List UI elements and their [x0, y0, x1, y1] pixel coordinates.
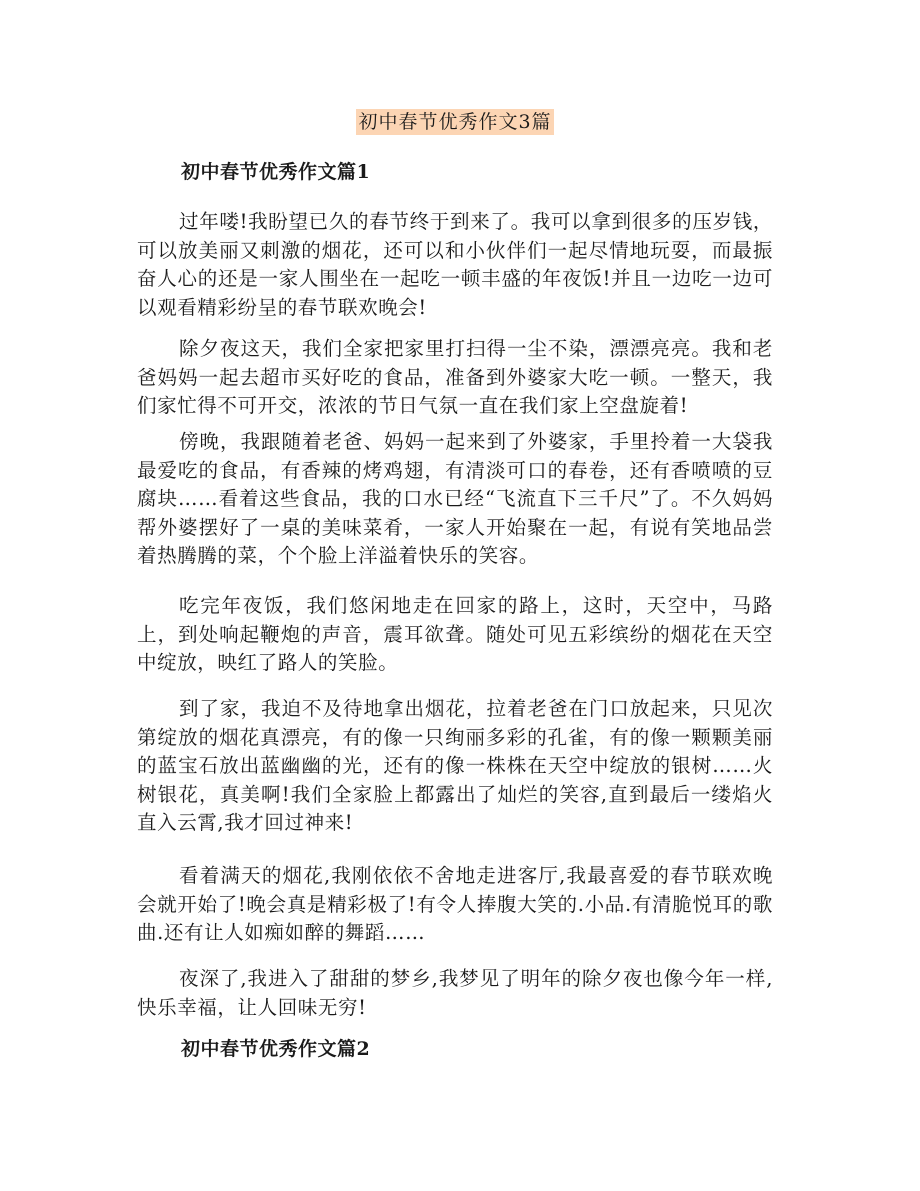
paragraph-4: 吃完年夜饭，我们悠闲地走在回家的路上，这时，天空中，马路上，到处响起鞭炮的声音，震耳欲聋。随处可见五彩缤纷的烟花在天空中绽放，映红了路人的笑脸。: [137, 594, 773, 674]
paragraph-2: 除夕夜这天，我们全家把家里打扫得一尘不染，漂漂亮亮。我和老爸妈妈一起去超市买好吃的食品，准备到外婆家大吃一顿。一整天，我们家忙得不可开交，浓浓的节日气氛一直在我们家上空盘旋着!: [137, 337, 773, 417]
paragraph-3: 傍晚，我跟随着老爸、妈妈一起来到了外婆家，手里拎着一大袋我最爱吃的食品，有香辣的烤鸡翅，有清淡可口的春卷，还有香喷喷的豆腐块……看着这些食品，我的口水已经“飞流直下三千尺”了。不久妈妈帮外婆摆好了一桌的美味菜肴，一家人开始聚在一起，有说有笑地品尝着热腾腾的菜，个个脸上洋溢着快乐的笑容。: [137, 430, 773, 567]
paragraph-7: 夜深了,我进入了甜甜的梦乡,我梦见了明年的除夕夜也像今年一样,快乐幸福，让人回味无穷!: [137, 967, 773, 1019]
document-title-container: [137, 109, 773, 135]
paragraph-1: 过年喽!我盼望已久的春节终于到来了。我可以拿到很多的压岁钱，可以放美丽又刺激的烟花，还可以和小伙伴们一起尽情地玩耍，而最振奋人心的还是一家人围坐在一起吃一顿丰盛的年夜饭!并且一边吃一边可以观看精彩纷呈的春节联欢晚会!: [137, 210, 773, 319]
paragraph-5: 到了家，我迫不及待地拿出烟花，拉着老爸在门口放起来，只见次第绽放的烟花真漂亮，有的像一只绚丽多彩的孔雀，有的像一颗颗美丽的蓝宝石放出蓝幽幽的光，还有的像一株株在天空中绽放的银树……火树银花，真美啊!我们全家脸上都露出了灿烂的笑容,直到最后一缕焰火直入云霄,我才回过神来!: [137, 697, 773, 834]
section-heading-2: 初中春节优秀作文篇2: [181, 1038, 371, 1060]
document-title: 初中春节优秀作文3篇: [358, 111, 552, 133]
paragraph-6: 看着满天的烟花,我刚依依不舍地走进客厅,我最喜爱的春节联欢晚会就开始了!晚会真是精彩极了!有令人捧腹大笑的.小品.有清脆悦耳的歌曲.还有让人如痴如醉的舞蹈……: [137, 864, 773, 944]
section-heading-1: 初中春节优秀作文篇1: [181, 161, 371, 183]
